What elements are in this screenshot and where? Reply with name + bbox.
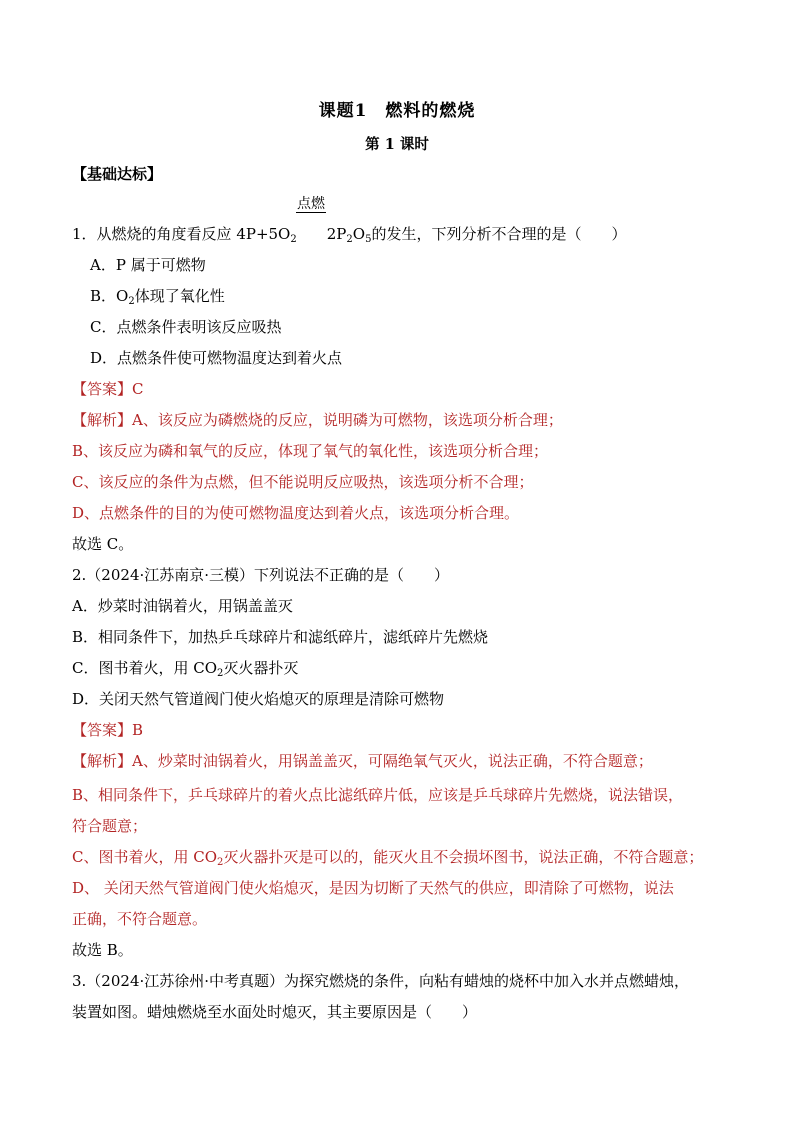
q2-analysis-a: 【解析】A、炒菜时油锅着火，用锅盖盖灭，可隔绝氧气灭火，说法正确，不符合题意；	[72, 752, 653, 770]
q2-option-b: B．相同条件下，加热乒乓球碎片和滤纸碎片，滤纸碎片先燃烧	[72, 628, 489, 646]
q2-analysis-b-line2: 符合题意；	[72, 817, 148, 835]
q1-analysis-d: D、点燃条件的目的为使可燃物温度达到着火点，该选项分析合理。	[72, 504, 520, 522]
q1-option-b: B．$O_2$体现了氧化性	[90, 287, 225, 307]
q1-option-a: A．P 属于可燃物	[90, 256, 206, 274]
page-subtitle: 第 1 课时	[365, 136, 429, 153]
q2-option-c: C．图书着火，用 $CO_2$灭火器扑灭	[72, 659, 299, 679]
page-title: 课题1 燃料的燃烧	[318, 101, 476, 121]
q1-option-d: D．点燃条件使可燃物温度达到着火点	[90, 349, 343, 367]
q2-choice: 故选 B。	[72, 941, 133, 959]
q2-analysis-b-line1: B、相同条件下，乒乓球碎片的着火点比滤纸碎片低，应该是乒乓球碎片先燃烧，说法错误，	[72, 786, 684, 804]
q2-option-a: A．炒菜时油锅着火，用锅盖盖灭	[72, 597, 293, 615]
reaction-condition: 点燃	[297, 196, 325, 212]
q2-analysis-d-line2: 正确，不符合题意。	[72, 910, 208, 928]
q2-analysis-c: C、图书着火，用 $CO_2$灭火器扑灭是可以的，能灭火且不会损坏图书，说法正确，不符合题意；	[72, 848, 704, 868]
q1-answer: 【答案】C	[72, 380, 144, 398]
q3-stem-line2: 装置如图。蜡烛燃烧至水面处时熄灭，其主要原因是（ ）	[72, 1003, 478, 1021]
q2-option-d: D．关闭天然气管道阀门使火焰熄灭的原理是清除可燃物	[72, 690, 445, 708]
q1-analysis-c: C、该反应的条件为点燃，但不能说明反应吸热，该选项分析不合理；	[72, 473, 534, 491]
q2-stem: 2.（2024·江苏南京·三模）下列说法不正确的是（ ）	[72, 566, 450, 584]
q2-analysis-d-line1: D、 关闭天然气管道阀门使火焰熄灭，是因为切断了天然气的供应，即清除了可燃物，说法	[72, 879, 674, 897]
q1-analysis-a: 【解析】A、该反应为磷燃烧的反应，说明磷为可燃物，该选项分析合理；	[72, 411, 563, 429]
q1-analysis-b: B、该反应为磷和氧气的反应，体现了氧气的氧化性，该选项分析合理；	[72, 442, 549, 460]
q3-stem-line1: 3.（2024·江苏徐州·中考真题）为探究燃烧的条件，向粘有蜡烛的烧杯中加入水并点燃蜡烛，	[72, 972, 690, 990]
q2-answer: 【答案】B	[72, 721, 144, 739]
q1-stem: 1．从燃烧的角度看反应 $4P+5O_2$ $2P_2O_5$的发生，下列分析不合理的是（ ）	[72, 225, 627, 245]
q1-option-c: C．点燃条件表明该反应吸热	[90, 318, 282, 336]
q1-choice: 故选 C。	[72, 535, 134, 553]
section-heading: 【基础达标】	[72, 165, 163, 183]
